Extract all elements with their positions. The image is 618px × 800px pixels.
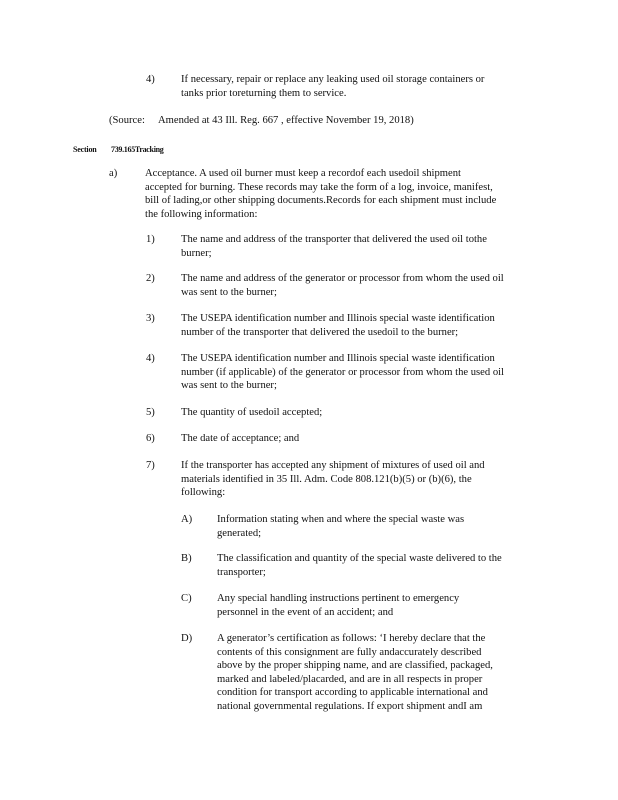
item-text: The name and address of the generator or processor from whom the used oil was sent to the burner; <box>181 273 504 298</box>
subitem-text: A generator’s certification as follows: ‘I hereby declare that the contents of this consignment are fully andaccurately described above by the proper shipping name, and are classified, packaged, marked and labeled/placarded, and are in all respects in proper condition for transport according to applicable international and national governmental regulations. If export shipment andI am <box>217 633 493 712</box>
subitem-letter: A) <box>181 514 193 525</box>
item-number: 7) <box>146 460 155 471</box>
item-number: 2) <box>146 273 155 284</box>
item-text: The quantity of usedoil accepted; <box>181 407 323 418</box>
source-label: (Source: <box>109 115 145 126</box>
item-number: 1) <box>146 234 155 245</box>
source-text: Amended at 43 Ill. Reg. 667 , effective November 19, 2018) <box>158 115 414 126</box>
subitem-letter: B) <box>181 553 192 564</box>
subitem-letter: D) <box>181 633 193 644</box>
subitem-text: Any special handling instructions pertinent to emergency personnel in the event of an accident; and <box>217 593 460 618</box>
item-text: The USEPA identification number and Illinois special waste identification number (if applicable) of the generator or processor from whom the used oil was sent to the burner; <box>181 353 505 392</box>
item-text: The date of acceptance; and <box>181 433 300 444</box>
paragraph-number: a) <box>109 168 118 179</box>
item-text: The name and address of the transporter that delivered the used oil tothe burner; <box>181 234 487 259</box>
subitem-text: The classification and quantity of the special waste delivered to the transporter; <box>217 553 502 578</box>
item-text: If necessary, repair or replace any leaking used oil storage containers or tanks prior toreturning them to service. <box>181 74 485 99</box>
paragraph-text: Acceptance. A used oil burner must keep a recordof each usedoil shipment accepted for burning. These records may take the form of a log, invoice, manifest, bill of lading,or other shipping documents.Records for each shipment must include the following information: <box>145 168 497 220</box>
item-number: 3) <box>146 313 155 324</box>
item-number: 4) <box>146 353 155 364</box>
item-number: 5) <box>146 407 155 418</box>
item-number: 6) <box>146 433 155 444</box>
subitem-letter: C) <box>181 593 192 604</box>
section-title: 739.165Tracking <box>111 145 164 154</box>
item-text: If the transporter has accepted any shipment of mixtures of used oil and materials identified in 35 Ill. Adm. Code 808.121(b)(5) or (b)(6), the following: <box>181 460 485 499</box>
section-label: Section <box>73 145 97 154</box>
item-text: The USEPA identification number and Illinois special waste identification number of the transporter that delivered the usedoil to the burner; <box>181 313 495 338</box>
item-number: 4) <box>146 74 155 85</box>
subitem-text: Information stating when and where the special waste was generated; <box>217 514 465 539</box>
